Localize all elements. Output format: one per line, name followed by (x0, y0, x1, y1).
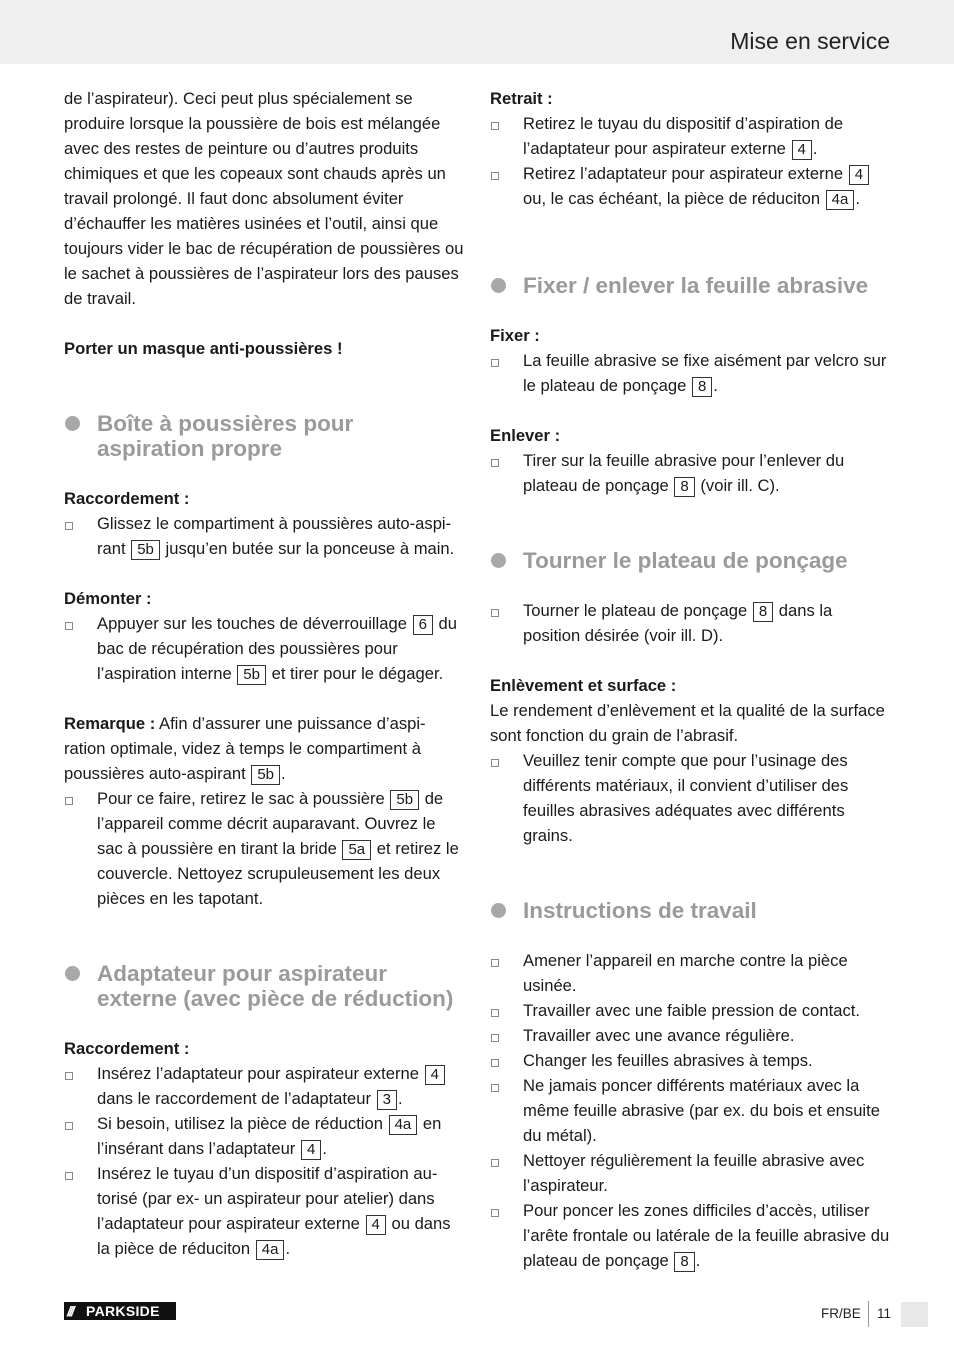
bullet-dot-icon (491, 553, 506, 568)
subheading: Enlever : (490, 426, 561, 445)
subheading: Raccordement : (64, 1039, 190, 1058)
reference-box: 4 (792, 140, 812, 160)
left-column (64, 86, 464, 1261)
reference-box: 6 (413, 615, 433, 635)
list-item: Nettoyer régulièrement la feuille abrasive avec l’aspirateur. (490, 1148, 890, 1198)
reference-box: 8 (674, 477, 694, 497)
footer-tab (901, 1302, 928, 1327)
subheading: Démonter : (64, 589, 152, 608)
reference-box: 4 (849, 165, 869, 185)
reference-box: 4a (389, 1115, 418, 1135)
page-title: Mise en service (730, 28, 890, 54)
list-item: Pour ce faire, retirez le sac à poussière 5b de l’appareil comme décrit auparavant. Ouvrez le sac à poussière en tirant la bride 5a et retirez le couvercle. Nettoyez scrupuleusement les deux pièces en les tapotant. (64, 786, 464, 911)
reference-box: 4a (826, 190, 855, 210)
reference-box: 5a (342, 840, 371, 860)
section-heading: Fixer / enlever la feuille abrasive (490, 273, 890, 298)
section-heading: Adaptateur pour aspirateur externe (avec pièce de réduction) (64, 961, 464, 1011)
body-paragraph: Le rendement d’enlèvement et la qualité de la surface sont fonction du grain de l’abrasif. (490, 701, 885, 745)
reference-box: 4 (366, 1215, 386, 1235)
reference-box: 8 (753, 602, 773, 622)
page-number: 11 (877, 1306, 892, 1321)
intro-paragraph: de l’aspirateur). Ceci peut plus spécialement se produire lorsque la poussière de bois est mélangée avec des restes de peinture ou d’autres produits chimiques et que les copeaux sont chauds après un travail prolongé. Il faut donc absolument éviter d’échauffer les matières usinées et l’outil, ainsi que toujours vider le bac de récupération de poussières ou le sachet à poussières de l’aspirateur lors des pauses de travail. (64, 89, 464, 308)
list-item: Ne jamais poncer différents matériaux avec la même feuille abrasive (par ex. du bois et ensuite du métal). (490, 1073, 890, 1148)
reference-box: 5b (390, 790, 419, 810)
reference-box: 5b (237, 665, 266, 685)
right-column (490, 86, 890, 1273)
subheading: Raccordement : (64, 489, 190, 508)
list-item: Retirez le tuyau du dispositif d’aspiration de l’adaptateur pour aspirateur externe 4 . (490, 111, 890, 161)
footer-divider (868, 1301, 869, 1327)
reference-box: 4 (301, 1140, 321, 1160)
subheading: Retrait : (490, 89, 553, 108)
bullet-dot-icon (491, 278, 506, 293)
reference-box: 8 (674, 1252, 694, 1272)
bullet-dot-icon (65, 966, 80, 981)
note-paragraph: Remarque : Afin d’assurer une puissance d’aspi-ration optimale, videz à temps le compartiment à poussières auto-aspirant 5b . (64, 714, 426, 783)
logo-stripes-icon: /// (67, 1303, 73, 1319)
section-heading: Instructions de travail (490, 898, 890, 923)
list-item: Insérez l’adaptateur pour aspirateur externe 4 dans le raccordement de l’adaptateur 3 . (64, 1061, 464, 1111)
section-heading: Tourner le plateau de ponçage (490, 548, 890, 573)
reference-box: 4a (256, 1240, 285, 1260)
list-item: Travailler avec une avance régulière. (490, 1023, 890, 1048)
list-item: Tourner le plateau de ponçage 8 dans la position désirée (voir ill. D). (490, 598, 890, 648)
section-heading: Boîte à poussières pour aspiration propre (64, 411, 464, 461)
list-item: Amener l’appareil en marche contre la pièce usinée. (490, 948, 890, 998)
list-item: Retirez l’adaptateur pour aspirateur externe 4 ou, le cas échéant, la pièce de réduciton 4a . (490, 161, 890, 211)
reference-box: 5b (131, 540, 160, 560)
list-item: Pour poncer les zones difficiles d’accès, utiliser l’arête frontale ou latérale de la feuille abrasive du plateau de ponçage 8 . (490, 1198, 890, 1273)
list-item: Travailler avec une faible pression de contact. (490, 998, 890, 1023)
list-item: Si besoin, utilisez la pièce de réduction 4a en l’insérant dans l’adaptateur 4 . (64, 1111, 464, 1161)
list-item: Veuillez tenir compte que pour l’usinage des différents matériaux, il convient d’utiliser des feuilles abrasives adéquates avec différents grains. (490, 748, 890, 848)
bullet-dot-icon (491, 903, 506, 918)
list-item: Glissez le compartiment à poussières auto-aspi-rant 5b jusqu’en butée sur la ponceuse à main. (64, 511, 464, 561)
reference-box: 5b (251, 765, 280, 785)
list-item: Changer les feuilles abrasives à temps. (490, 1048, 890, 1073)
language-code: FR/BE (821, 1306, 861, 1321)
list-item: La feuille abrasive se fixe aisément par velcro sur le plateau de ponçage 8 . (490, 348, 890, 398)
list-item: Tirer sur la feuille abrasive pour l’enlever du plateau de ponçage 8 (voir ill. C). (490, 448, 890, 498)
list-item: Appuyer sur les touches de déverrouillage 6 du bac de récupération des poussières pour l’aspiration interne 5b et tirer pour le dégager. (64, 611, 464, 686)
reference-box: 3 (377, 1090, 397, 1110)
reference-box: 4 (425, 1065, 445, 1085)
reference-box: 8 (692, 377, 712, 397)
brand-logo: /// PARKSIDE (64, 1302, 176, 1320)
subheading: Fixer : (490, 326, 540, 345)
list-item: Insérez le tuyau d’un dispositif d’aspiration au-torisé (par ex- un aspirateur pour atelier) dans l’adaptateur pour aspirateur externe 4 ou dans la pièce de réduciton 4a . (64, 1161, 464, 1261)
warning-text: Porter un masque anti-poussières ! (64, 339, 343, 358)
subheading: Enlèvement et surface : (490, 676, 677, 695)
bullet-dot-icon (65, 416, 80, 431)
